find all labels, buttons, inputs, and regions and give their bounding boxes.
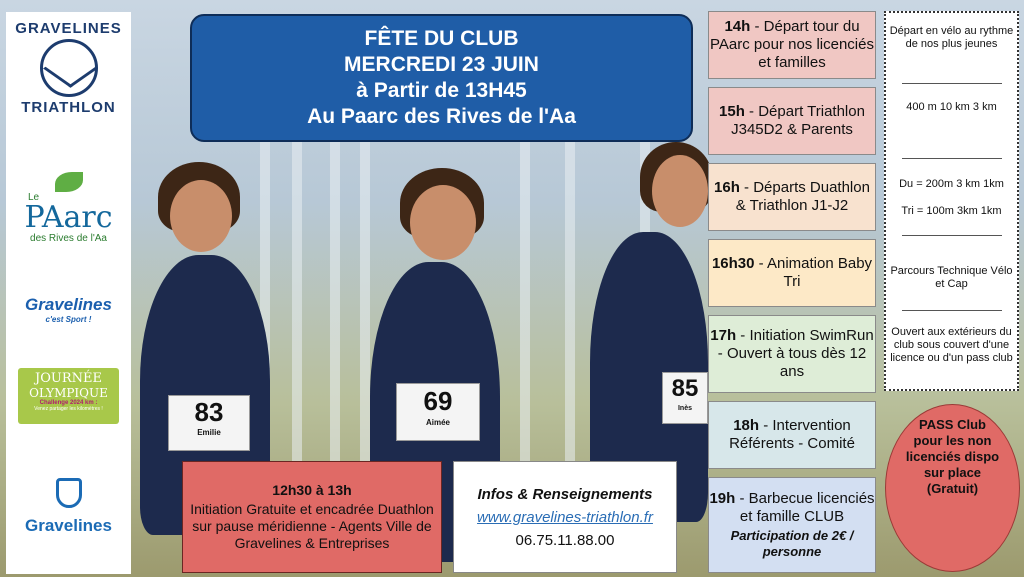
triathlon-emblem-icon [40, 39, 98, 97]
gravelines-city-logo [6, 478, 131, 536]
bib-number: 85 [671, 375, 699, 402]
schedule-text: - Initiation SwimRun - Ouvert à tous dès 12 ans [717, 327, 874, 380]
sponsor-logo-strip [6, 12, 131, 574]
schedule-time: 16h30 [711, 255, 755, 272]
logo-text: Le [28, 192, 40, 203]
bib-name: Inès [677, 405, 692, 412]
logo-text: Challenge 2024 km : [39, 400, 98, 406]
title-line: Au Paarc des Rives de l'Aa [307, 105, 576, 128]
logo-text: Gravelines [25, 516, 112, 535]
schedule-time: 16h [714, 179, 740, 196]
schedule-item [708, 11, 876, 79]
schedule-item [708, 163, 876, 231]
infos-box [453, 461, 677, 573]
pass-club-badge [885, 404, 1020, 572]
bib-number: 83 [194, 397, 224, 427]
initiation-text: Initiation Gratuite et encadrée Duathlon sur pause méridienne - Agents Ville de Gravelines & Entreprises [190, 501, 434, 551]
schedule-item [708, 87, 876, 155]
gravelines-sport-logo [6, 295, 131, 324]
schedule-text: - Départ Triathlon J345D2 & Parents [731, 103, 865, 138]
paarc-logo [6, 172, 131, 244]
event-title-box [190, 14, 693, 142]
initiation-box [182, 461, 442, 573]
leaf-icon [55, 172, 83, 192]
bib-number: 69 [423, 386, 453, 416]
info-parcours: Parcours Technique Vélo et Cap [890, 265, 1013, 290]
info-ouvert: Ouvert aux extérieurs du club sous couvert d'une licence ou d'un pass club [890, 326, 1013, 364]
schedule-time: 14h [724, 18, 751, 35]
initiation-heading: 12h30 à 13h [272, 482, 352, 498]
participation-note: Participation de 2€ / personne [730, 528, 854, 559]
schedule-item [708, 239, 876, 307]
pass-club-text: PASS Club pour les non licenciés dispo sur place (Gratuit) [905, 417, 1000, 496]
logo-text: PAarc [24, 200, 113, 235]
runner-face [170, 180, 232, 252]
logo-text: OLYMPIQUE [29, 386, 108, 400]
schedule-item [708, 315, 876, 393]
logo-text: Venez partager les kilomètres ! [34, 406, 103, 412]
logo-text: des Rives de l'Aa [30, 233, 107, 244]
runner-face [652, 155, 708, 227]
divider [902, 83, 1002, 84]
logo-text: c'est Sport ! [45, 315, 92, 324]
logo-text: GRAVELINES [15, 20, 122, 37]
divider [902, 310, 1002, 311]
schedule-time: 15h [719, 103, 745, 120]
website-link[interactable]: www.gravelines-triathlon.fr [477, 508, 653, 526]
bib-left [168, 395, 250, 451]
schedule-time: 18h [733, 417, 760, 434]
logo-text: TRIATHLON [21, 99, 116, 116]
bib-right [662, 372, 708, 424]
logo-text: Gravelines [25, 295, 112, 314]
bib-name: Aimée [425, 418, 450, 427]
info-velo: Départ en vélo au rythme de nos plus jeunes [889, 25, 1014, 50]
runner-face [410, 185, 476, 260]
schedule-text: - Départ tour du PAarc pour nos licenciés et familles [710, 18, 874, 71]
phone-number: 06.75.11.88.00 [515, 531, 615, 549]
schedule-item [708, 477, 876, 573]
schedule-text: - Barbecue licenciés et famille CLUB [735, 490, 875, 525]
bib-middle [396, 383, 480, 441]
logo-text: JOURNÉE [35, 371, 102, 386]
journee-olympique-logo [18, 368, 119, 424]
schedule-text: - Départs Duathlon & Triathlon J1-J2 [735, 179, 870, 214]
gravelines-triathlon-logo [6, 20, 131, 116]
infos-heading: Infos & Renseignements [477, 485, 653, 503]
divider [902, 158, 1002, 159]
schedule-text: - Intervention Référents - Comité [729, 417, 855, 452]
info-distances: 400 m 10 km 3 km [906, 101, 997, 113]
bib-name: Emilie [197, 428, 221, 437]
schedule-time: 19h [709, 490, 736, 507]
schedule-time: 17h [710, 327, 737, 344]
info-duathlon: Du = 200m 3 km 1km [899, 178, 1004, 190]
title-line: à Partir de 13H45 [356, 79, 527, 102]
title-line: MERCREDI 23 JUIN [344, 53, 539, 76]
schedule-text: - Animation Baby Tri [754, 255, 873, 290]
info-column [884, 11, 1019, 391]
schedule-item [708, 401, 876, 469]
title-line: FÊTE DU CLUB [364, 27, 519, 50]
info-triathlon: Tri = 100m 3km 1km [901, 205, 1002, 217]
divider [902, 235, 1002, 236]
city-shield-icon [56, 478, 82, 508]
